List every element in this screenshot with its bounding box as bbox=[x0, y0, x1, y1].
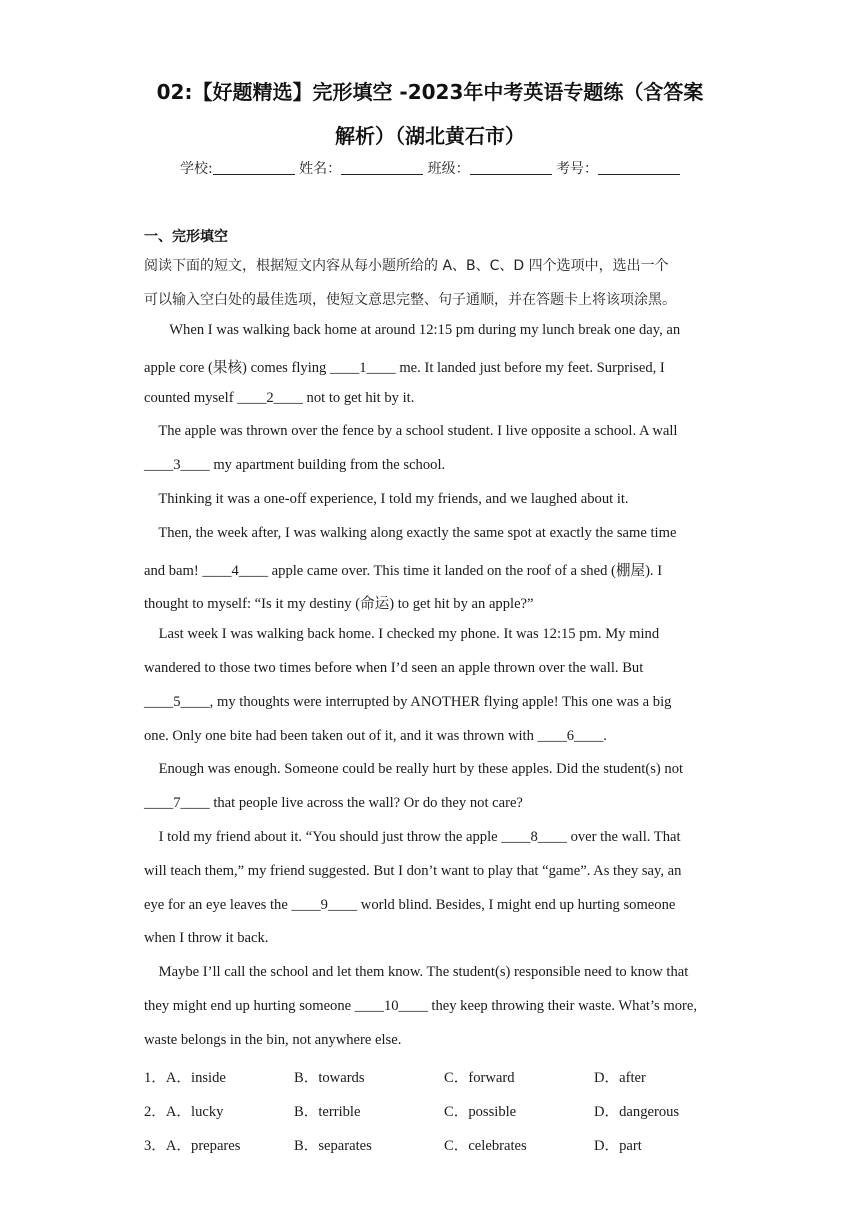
option-b[interactable]: B．separates bbox=[294, 1137, 372, 1154]
blank-number: ____10____ bbox=[354, 998, 428, 1014]
blank-number: ____5____ bbox=[144, 693, 210, 710]
blank-number: ____6____ bbox=[537, 727, 604, 744]
option-b[interactable]: B．towards bbox=[294, 1070, 365, 1086]
exam-number-field[interactable] bbox=[598, 160, 680, 175]
blank-number: ____4____ bbox=[202, 562, 269, 579]
passage-text: eye for an eye leaves the bbox=[144, 896, 292, 913]
passage-text: and bam! bbox=[144, 562, 203, 579]
class-field[interactable] bbox=[470, 160, 552, 175]
passage-text: they keep throwing their waste. What’s more, bbox=[427, 998, 697, 1014]
passage-text: Last week I was walking back home. I checked my phone. It was 12:15 pm. My mind bbox=[144, 626, 660, 643]
passage-line bbox=[144, 626, 734, 643]
passage-text: . bbox=[603, 727, 607, 744]
passage-text: Enough was enough. Someone could be really hurt by these apples. Did the student(s) not bbox=[144, 761, 684, 778]
passage-text: apple core (果核) comes flying bbox=[144, 359, 331, 376]
passage-text: wandered to those two times before when I’d seen an apple thrown over the wall. But bbox=[144, 660, 644, 676]
passage-line bbox=[144, 525, 734, 542]
passage-line bbox=[144, 829, 734, 846]
passage-line bbox=[144, 592, 734, 613]
passage-line bbox=[144, 660, 734, 677]
passage-text: counted myself bbox=[144, 389, 238, 406]
passage-text: I told my friend about it. “You should just throw the apple bbox=[144, 829, 502, 845]
doc-title-line1: 02:【好题精选】完形填空 -2023年中考英语专题练（含答案 bbox=[156, 80, 704, 104]
passage-line bbox=[144, 761, 734, 778]
student-info-row bbox=[0, 158, 860, 178]
passage-line bbox=[144, 795, 734, 812]
passage-line bbox=[144, 728, 734, 745]
passage-line bbox=[144, 998, 734, 1015]
passage-line bbox=[144, 930, 734, 947]
passage-text: not to get hit by it. bbox=[302, 389, 415, 406]
passage-text: apple came over. This time it landed on the roof of a shed (棚屋). I bbox=[268, 562, 663, 579]
school-field[interactable] bbox=[213, 160, 295, 175]
passage-text: Thinking it was a one-off experience, I told my friends, and we laughed about it. bbox=[144, 491, 629, 507]
passage-text: will teach them,” my friend suggested. But I don’t want to play that “game”. As they say, an bbox=[144, 862, 682, 879]
blank-number: ____9____ bbox=[291, 896, 358, 913]
passage-line bbox=[144, 390, 734, 407]
class-label: 班级： bbox=[427, 161, 470, 177]
blank-number: ____7____ bbox=[144, 795, 210, 812]
name-field[interactable] bbox=[341, 160, 423, 175]
passage-line bbox=[144, 863, 734, 880]
passage-text: , my thoughts were interrupted by ANOTHER flying apple! This one was a big bbox=[209, 693, 672, 710]
option-b[interactable]: B．terrible bbox=[294, 1103, 361, 1120]
option-d[interactable]: D．dangerous bbox=[594, 1103, 680, 1120]
option-a[interactable]: 1．A．inside bbox=[144, 1070, 226, 1086]
name-label: 姓名： bbox=[299, 161, 342, 177]
option-a[interactable]: 3．A．prepares bbox=[144, 1137, 241, 1154]
passage-line bbox=[144, 491, 734, 508]
passage-text: Maybe I’ll call the school and let them know. The student(s) responsible need to know that bbox=[144, 964, 689, 981]
passage-text: when I throw it back. bbox=[144, 930, 269, 947]
option-a[interactable]: 2．A．lucky bbox=[144, 1103, 224, 1120]
option-d[interactable]: D．after bbox=[594, 1070, 646, 1086]
passage-text: one. Only one bite had been taken out of it, and it was thrown with bbox=[144, 727, 538, 744]
option-c[interactable]: C．celebrates bbox=[444, 1137, 527, 1154]
school-label: 学校: bbox=[179, 161, 213, 177]
passage-line bbox=[144, 322, 734, 339]
passage-text: When I was walking back home at around 12:15 pm during my lunch break one day, an bbox=[144, 322, 681, 338]
doc-title-line2: 解析）（湖北黄石市） bbox=[335, 124, 525, 148]
option-d[interactable]: D．part bbox=[594, 1137, 642, 1154]
option-c[interactable]: C．possible bbox=[444, 1103, 517, 1120]
passage-text: The apple was thrown over the fence by a school student. I live opposite a school. A wall bbox=[144, 423, 678, 440]
instruction-line: 可以输入空白处的最佳选项，使短文意思完整、句子通顺，并在答题卡上将该项涂黑。 bbox=[144, 292, 676, 308]
passage-text: they might end up hurting someone bbox=[144, 998, 355, 1014]
blank-number: ____8____ bbox=[501, 829, 567, 845]
passage-text: my apartment building from the school. bbox=[209, 457, 446, 474]
passage-line bbox=[144, 423, 734, 440]
passage-line bbox=[144, 964, 734, 981]
passage-line bbox=[144, 1032, 734, 1049]
passage-text: thought to myself: “Is it my destiny (命运) to get hit by an apple?” bbox=[144, 596, 534, 613]
passage-line bbox=[144, 457, 734, 474]
passage-text: world blind. Besides, I might end up hurting someone bbox=[357, 896, 676, 913]
passage-text: me. It landed just before my feet. Surprised, I bbox=[395, 359, 665, 376]
passage-text: waste belongs in the bin, not anywhere else. bbox=[144, 1031, 402, 1048]
passage-line bbox=[144, 356, 734, 377]
passage-text: Then, the week after, I was walking along exactly the same spot at exactly the same time bbox=[144, 524, 677, 541]
blank-number: ____1____ bbox=[330, 359, 396, 376]
passage-text: over the wall. That bbox=[566, 829, 681, 845]
instruction-line: 阅读下面的短文，根据短文内容从每小题所给的 A、B、C、D 四个选项中，选出一个 bbox=[144, 258, 669, 274]
section-title: 一、完形填空 bbox=[144, 229, 228, 245]
passage-line bbox=[144, 897, 734, 914]
passage-line bbox=[144, 694, 734, 711]
passage-text: that people live across the wall? Or do they not care? bbox=[209, 795, 523, 812]
blank-number: ____3____ bbox=[144, 457, 210, 474]
option-c[interactable]: C．forward bbox=[444, 1070, 515, 1086]
blank-number: ____2____ bbox=[237, 389, 303, 406]
passage-line bbox=[144, 559, 734, 580]
exam-number-label: 考号： bbox=[556, 161, 599, 177]
